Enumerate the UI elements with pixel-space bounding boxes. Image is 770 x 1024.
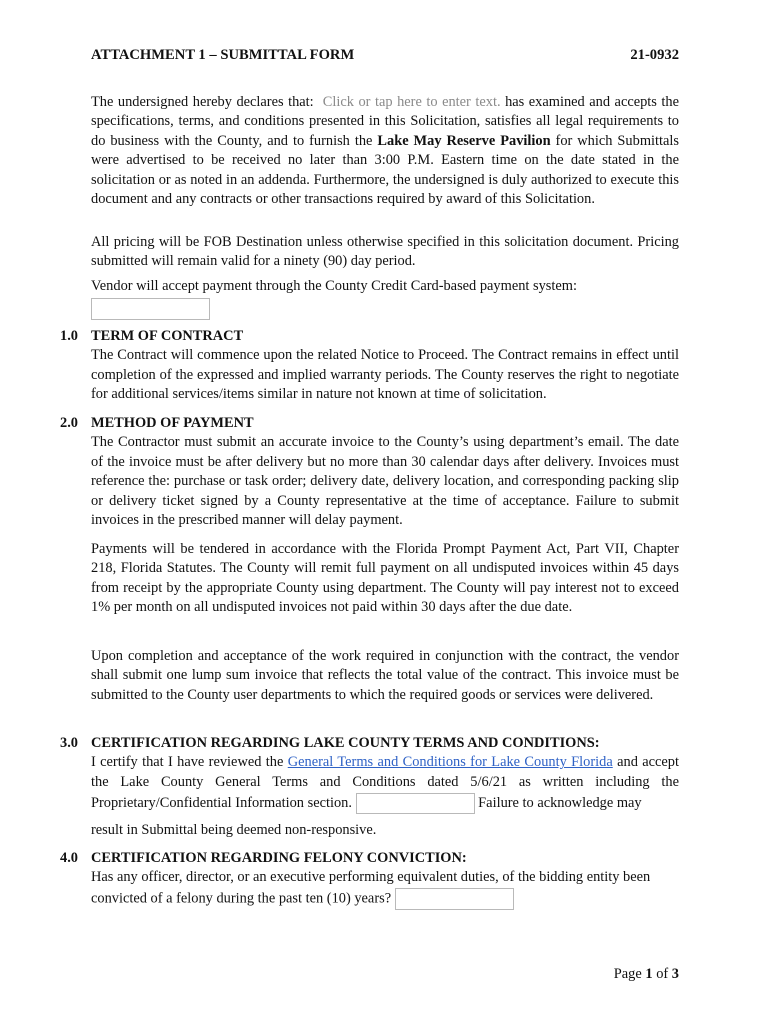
declarant-name-field[interactable]: Click or tap here to enter text. <box>322 94 501 110</box>
felony-conviction-field[interactable] <box>395 888 514 910</box>
section-3 <box>91 734 679 840</box>
page-number: 1 <box>645 966 653 982</box>
section-2-number: 2.0 <box>60 415 78 431</box>
page-label: Page <box>613 966 642 982</box>
page-total: 3 <box>671 966 679 982</box>
credit-card-acceptance-field[interactable] <box>91 298 210 320</box>
section-2-part-2 <box>91 540 679 618</box>
form-title: ATTACHMENT 1 – SUBMITTAL FORM <box>91 47 355 63</box>
page-header <box>91 46 679 65</box>
of-label: of <box>656 966 669 982</box>
section-1-number: 1.0 <box>60 328 78 344</box>
section-1 <box>91 327 679 405</box>
section-3-pre: I certify that I have reviewed the <box>91 754 288 771</box>
solicitation-number: 21-0932 <box>630 47 679 63</box>
page-footer <box>614 965 679 984</box>
section-2-paragraph-3: Upon completion and acceptance of the work required in conjunction with the contract, the vendor shall submit one lump sum invoice that reflects the total value of the contract. This invoice must be submitted to the County user departments to which the required goods or services were delivered. <box>91 648 679 703</box>
section-4-number: 4.0 <box>60 850 78 866</box>
section-2 <box>91 414 679 530</box>
pricing-text: All pricing will be FOB Destination unless otherwise specified in this solicitation document. Pricing submitted will remain valid for a ninety (90) day period. <box>91 234 679 270</box>
section-1-body: The Contract will commence upon the related Notice to Proceed. The Contract remains in effect until completion of the expressed and implied warranty periods. The County reserves the right to negotiate for additional services/items similar in nature not known at time of solicitation. <box>91 347 679 403</box>
vendor-paragraph <box>91 277 679 319</box>
intro-text-1: has examined and accepts the specifications, terms, and conditions presented in this Solicitation, satisfies all legal requirements to do business with the County, and to furnish the <box>91 94 680 149</box>
section-4 <box>91 849 679 910</box>
section-2-part-3 <box>91 647 679 705</box>
pricing-paragraph <box>91 233 679 272</box>
intro-paragraph <box>91 93 679 209</box>
section-3-post: Failure to acknowledge may <box>474 794 642 811</box>
terms-acknowledgement-field[interactable] <box>356 793 475 814</box>
intro-lead: The undersigned hereby declares that: <box>91 94 314 110</box>
vendor-text: Vendor will accept payment through the County Credit Card-based payment system: <box>91 278 577 294</box>
section-4-body: Has any officer, director, or an executive performing equivalent duties, of the bidding entity been convicted of a felony during the past ten (10) years? <box>91 869 651 907</box>
section-3-mid: and accept the Lake County General Terms and Conditions dated 5/6/21 as written including the Proprietary/Confidential Information section. <box>91 754 679 811</box>
section-3-title: CERTIFICATION REGARDING LAKE COUNTY TERMS AND CONDITIONS: <box>91 735 600 751</box>
general-terms-link[interactable]: General Terms and Conditions for Lake County Florida <box>287 754 613 771</box>
section-1-title: TERM OF CONTRACT <box>91 328 244 344</box>
intro-text-2: for which Submittals were advertised to be received no later than 3:00 P.M. Eastern time on the date stated in the solicitation or as noted in an addenda. Furthermore, the undersigned is duly authorized to execute this document and any contracts or other transactions required by award of this Solicitation. <box>91 132 679 208</box>
section-2-title: METHOD OF PAYMENT <box>91 415 254 431</box>
section-3-tail: result in Submittal being deemed non-responsive. <box>91 821 377 838</box>
section-3-number: 3.0 <box>60 735 78 751</box>
project-name: Lake May Reserve Pavilion <box>377 132 551 149</box>
section-4-title: CERTIFICATION REGARDING FELONY CONVICTION: <box>91 850 467 866</box>
section-2-paragraph-1: The Contractor must submit an accurate invoice to the County’s using department’s email. The date of the invoice must be after delivery but no more than 30 calendar days after delivery. Invoices must reference the: purchase or task order; delivery date, delivery location, and corresponding packing slip or delivery ticket signed by a County representative at the time of acceptance. Failure to submit invoices in the prescribed manner will delay payment. <box>91 434 679 529</box>
section-2-paragraph-2: Payments will be tendered in accordance with the Florida Prompt Payment Act, Part VII, Chapter 218, Florida Statutes. The County will remit full payment on all undisputed invoices within 45 days from receipt by the appropriate County using department. The County will pay interest not to exceed 1% per month on all undisputed invoices not paid within 30 days after the due date. <box>91 541 679 616</box>
